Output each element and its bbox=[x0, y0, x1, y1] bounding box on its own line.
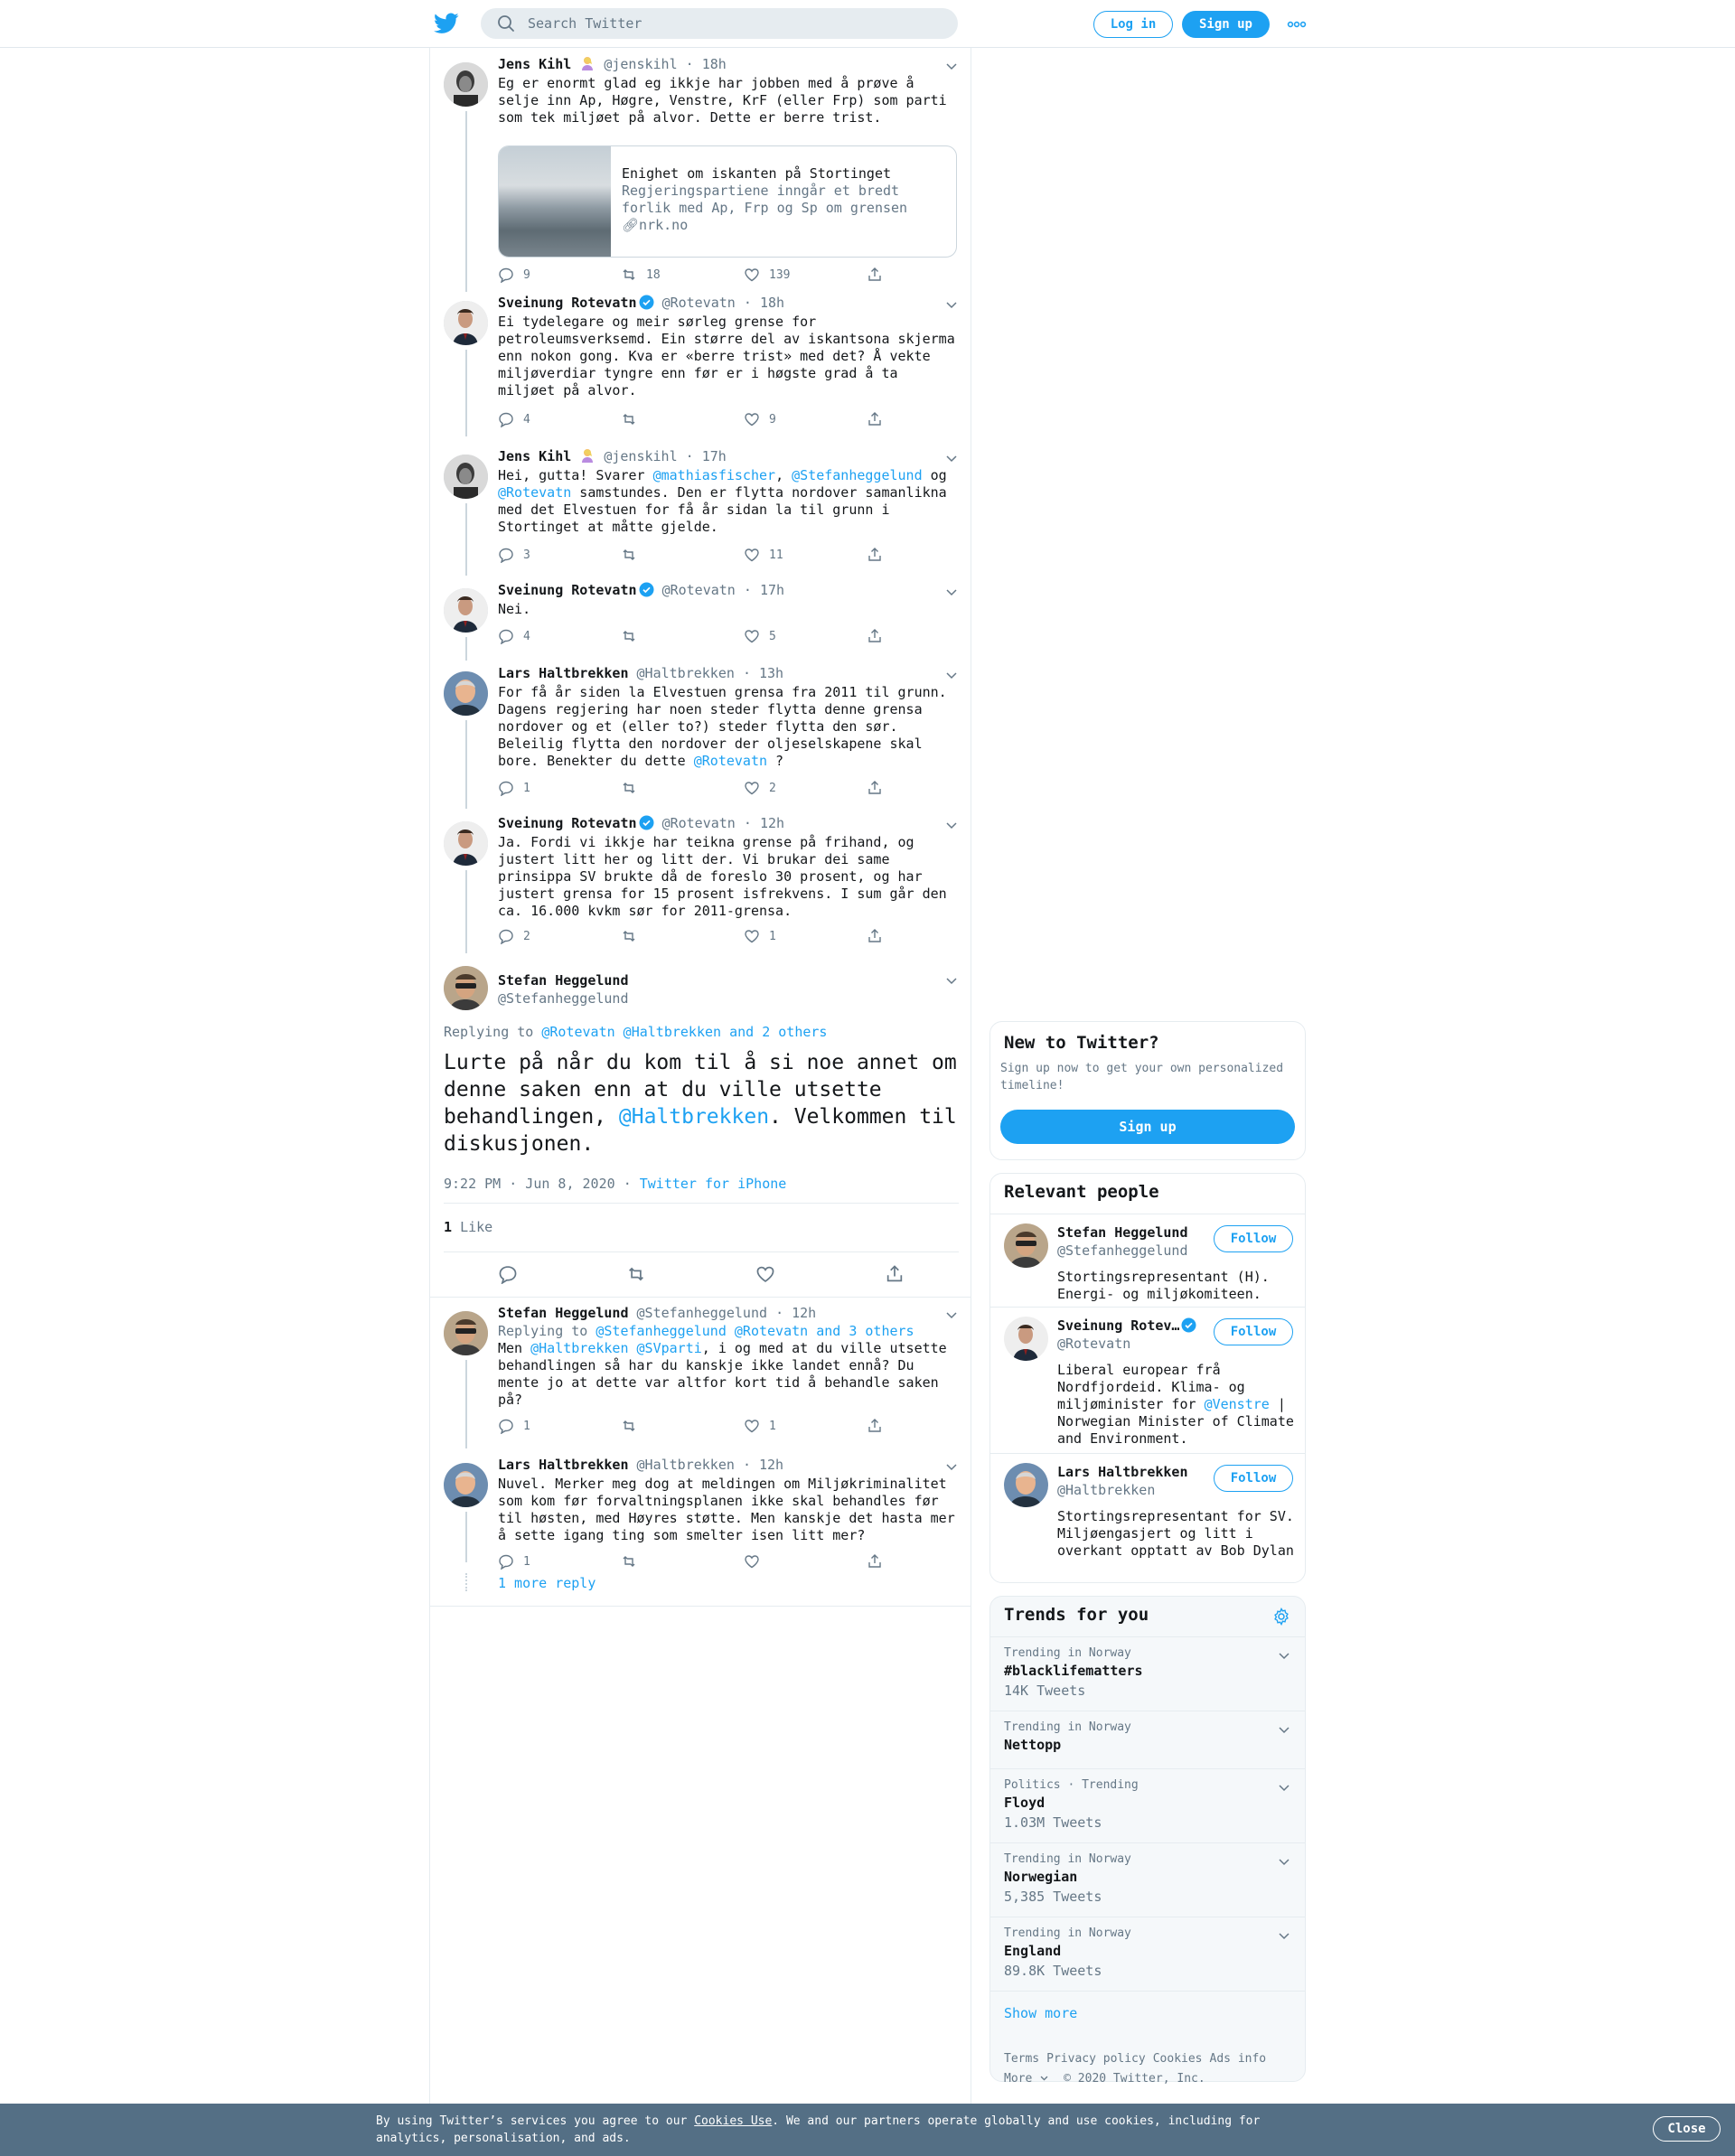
signup-button[interactable]: Sign up bbox=[1182, 11, 1270, 38]
author-name[interactable]: Lars Haltbrekken bbox=[498, 665, 629, 681]
divider bbox=[430, 1297, 971, 1298]
reply-icon[interactable] bbox=[498, 928, 514, 944]
cookie-banner bbox=[0, 2104, 1735, 2156]
search-icon bbox=[497, 14, 515, 33]
person-handle[interactable]: @Rotevatn bbox=[1057, 1336, 1131, 1352]
trend-context: Politics · Trending bbox=[1004, 1778, 1139, 1792]
tweet-actions bbox=[498, 1418, 896, 1434]
chevron-down-icon bbox=[1039, 2073, 1049, 2083]
reply-icon[interactable] bbox=[498, 1264, 518, 1284]
retweet-icon[interactable] bbox=[621, 628, 637, 644]
follow-button[interactable]: Follow bbox=[1214, 1318, 1293, 1345]
retweet-icon[interactable] bbox=[621, 1553, 637, 1570]
replying-to-link[interactable]: @Rotevatn @Haltbrekken and 2 others bbox=[541, 1024, 828, 1040]
avatar[interactable] bbox=[444, 966, 488, 1010]
tweet-timestamp[interactable]: 9:22 PM · Jun 8, 2020 bbox=[444, 1176, 615, 1192]
share-icon[interactable] bbox=[867, 1418, 883, 1434]
bio-segment: | Norwegian Minister of Climate and Environment. bbox=[1057, 1396, 1302, 1447]
thread-line bbox=[465, 350, 467, 436]
reply-icon[interactable] bbox=[498, 547, 514, 563]
sidebar-signup-button[interactable]: Sign up bbox=[1000, 1110, 1295, 1144]
footer-link-cookies[interactable]: Cookies bbox=[1152, 2052, 1203, 2066]
author-handle[interactable]: @Stefanheggelund bbox=[636, 1305, 768, 1321]
like-icon[interactable] bbox=[744, 411, 760, 427]
share-icon[interactable] bbox=[867, 928, 883, 944]
like-icon[interactable] bbox=[744, 267, 760, 283]
module-title: Relevant people bbox=[1004, 1182, 1159, 1202]
footer bbox=[1004, 2049, 1302, 2089]
retweet-icon[interactable] bbox=[621, 411, 637, 427]
chevron-down-icon[interactable] bbox=[944, 1459, 959, 1474]
tweet-time[interactable]: 18h bbox=[701, 56, 727, 72]
like-icon[interactable] bbox=[744, 1553, 760, 1570]
tweet-actions bbox=[498, 628, 896, 644]
text-segment bbox=[629, 1340, 637, 1356]
chevron-down-icon[interactable] bbox=[1277, 1722, 1291, 1737]
reply-count: 2 bbox=[523, 929, 530, 943]
reply-icon[interactable] bbox=[498, 411, 514, 427]
author-handle[interactable]: @Haltbrekken bbox=[636, 1457, 735, 1473]
avatar[interactable] bbox=[1004, 1463, 1048, 1507]
trend-item[interactable] bbox=[990, 1917, 1305, 1991]
avatar[interactable] bbox=[444, 821, 488, 866]
avatar[interactable] bbox=[444, 62, 488, 107]
like-count: 2 bbox=[769, 781, 776, 795]
mention-link[interactable]: @Rotevatn bbox=[498, 484, 572, 501]
like-count: 1 bbox=[769, 929, 776, 943]
link-card-description: Regjeringspartiene inngår et bredt forlik med Ap, Frp og Sp om grensen bbox=[622, 183, 908, 216]
show-more-link[interactable]: Show more bbox=[990, 1991, 1305, 2038]
avatar[interactable] bbox=[444, 588, 488, 633]
tweet-actions bbox=[498, 267, 896, 283]
retweet-icon[interactable] bbox=[621, 267, 637, 283]
text-segment: samstundes. Den er flytta nordover samanlikna med det Elvestuen for få år sidan la til grunn i Stortinget at måtte gjelde. bbox=[498, 484, 955, 535]
mention-link[interactable]: @Stefanheggelund bbox=[792, 467, 923, 483]
tweet-time[interactable]: 17h bbox=[701, 448, 727, 464]
mention-link[interactable]: @SVparti bbox=[636, 1340, 702, 1356]
module-subtitle: Sign up now to get your own personalized timeline! bbox=[1000, 1062, 1284, 1092]
reply-count: 3 bbox=[523, 548, 530, 562]
cookie-text: . We and our partners operate globally and use cookies, including for analytics, personalisation, and ads. bbox=[376, 2114, 1261, 2145]
tweet-source-link[interactable]: Twitter for iPhone bbox=[639, 1176, 787, 1192]
trend-name: England bbox=[1004, 1943, 1062, 1959]
chevron-down-icon[interactable] bbox=[1277, 1648, 1291, 1663]
focused-tweet-text bbox=[444, 1049, 959, 1158]
text-segment: For få år siden la Elvestuen grensa fra 2011 til grunn. Dagens regjering har noen steder flytta denne grensa nordover og et (eller to?) steder flytta den sør. Beleilig flytta den nordover der oljeselskapene skal bore. Benekter du dette bbox=[498, 684, 955, 769]
thread-line bbox=[465, 1512, 467, 1562]
tweet-text bbox=[498, 467, 959, 536]
retweet-icon[interactable] bbox=[621, 780, 637, 796]
avatar[interactable] bbox=[444, 671, 488, 716]
author-name[interactable]: Lars Haltbrekken bbox=[498, 1457, 629, 1473]
author-name[interactable]: Sveinung Rotevatn bbox=[498, 295, 637, 311]
divider bbox=[444, 1203, 959, 1204]
footer-link-terms[interactable]: Terms bbox=[1004, 2052, 1040, 2066]
reply-count: 9 bbox=[523, 267, 530, 282]
like-count: 5 bbox=[769, 629, 776, 643]
trend-count: 1.03M Tweets bbox=[1004, 1814, 1102, 1831]
focused-tweet bbox=[444, 966, 959, 1345]
tweet-actions bbox=[498, 547, 896, 563]
cookie-message bbox=[376, 2113, 1280, 2147]
author-name[interactable]: Sveinung Rotevatn bbox=[498, 815, 637, 831]
text-segment: og bbox=[922, 467, 955, 483]
chevron-down-icon[interactable] bbox=[1277, 1928, 1291, 1943]
avatar[interactable] bbox=[444, 1463, 488, 1507]
follow-button[interactable]: Follow bbox=[1214, 1465, 1293, 1492]
signup-module bbox=[989, 1021, 1306, 1160]
avatar[interactable] bbox=[1004, 1317, 1048, 1361]
footer-more-label: More bbox=[1004, 2072, 1033, 2086]
author-handle[interactable]: @Stefanheggelund bbox=[498, 990, 629, 1007]
reply-count: 1 bbox=[523, 1419, 530, 1433]
tweet-time[interactable]: 12h bbox=[792, 1305, 817, 1321]
link-icon: 🔗︎ bbox=[622, 217, 640, 233]
module-title: New to Twitter? bbox=[1004, 1033, 1159, 1053]
footer-link-privacy[interactable]: Privacy policy bbox=[1046, 2052, 1146, 2066]
avatar[interactable] bbox=[444, 301, 488, 345]
like-icon[interactable] bbox=[744, 1418, 760, 1434]
thread-line bbox=[465, 1360, 467, 1448]
person-name[interactable]: Sveinung Rotev… bbox=[1057, 1317, 1180, 1334]
replying-prefix: Replying to bbox=[444, 1024, 542, 1040]
retweet-icon[interactable] bbox=[621, 928, 637, 944]
likes-total: 1 bbox=[444, 1219, 453, 1235]
trend-name: Nettopp bbox=[1004, 1737, 1062, 1753]
replying-prefix: Replying to bbox=[498, 1323, 596, 1339]
like-icon[interactable] bbox=[744, 780, 760, 796]
like-count: 11 bbox=[769, 548, 783, 562]
chevron-down-icon[interactable] bbox=[1277, 1854, 1291, 1869]
tweet-actions bbox=[498, 411, 896, 427]
reply-tweet[interactable]: Lars Haltbrekken @Haltbrekken · 12h Nuvel. Merker meg dog at meldingen om Miljøkriminalitet som kom før forvaltningsplanen ikke skal behandles før til høsten, med Høyres støtte. Men kanskje det hasta mer å sette igang ting som smelter isen litt mer? 1 1 more reply bbox=[444, 1456, 959, 1591]
mention-link[interactable]: @Haltbrekken bbox=[530, 1340, 629, 1356]
thread-line bbox=[465, 720, 467, 809]
author-handle[interactable]: @Rotevatn bbox=[661, 295, 736, 311]
person-handle[interactable]: @Haltbrekken bbox=[1057, 1482, 1156, 1498]
replying-to-link[interactable]: @Stefanheggelund @Rotevatn and 3 others bbox=[596, 1323, 914, 1339]
thread-line bbox=[465, 870, 467, 953]
thread-line bbox=[465, 503, 467, 576]
trends-module bbox=[989, 1596, 1306, 2082]
more-options-icon[interactable] bbox=[1287, 16, 1307, 33]
chevron-down-icon[interactable] bbox=[944, 973, 959, 988]
author-name[interactable]: Sveinung Rotevatn bbox=[498, 582, 637, 598]
verified-badge-icon bbox=[1181, 1317, 1196, 1333]
thread-tweet[interactable]: Lars Haltbrekken @Haltbrekken · 13h For få år siden la Elvestuen grensa fra 2011 til grunn. Dagens regjering har noen steder flytta denne grensa nordover og et (eller to?) steder flytta den sør. Beleilig flytta den nordover der oljeselskapene skal bore. Benekter du dette @Rotevatn ? 1 2 bbox=[444, 664, 959, 807]
thread-line bbox=[465, 637, 467, 661]
share-icon[interactable] bbox=[867, 411, 883, 427]
trend-context: Trending in Norway bbox=[1004, 1852, 1131, 1866]
reply-count: 4 bbox=[523, 629, 530, 643]
tweet-actions bbox=[498, 1553, 896, 1570]
bio-segment: Liberal europear frå Nordfjordeid. Klima- og miljøminister for bbox=[1057, 1362, 1253, 1412]
author-handle[interactable]: @jenskihl bbox=[604, 56, 678, 72]
text-segment: Hei, gutta! Svarer bbox=[498, 467, 653, 483]
search-input[interactable] bbox=[528, 15, 925, 32]
twitter-logo-icon[interactable] bbox=[434, 12, 459, 35]
main-column bbox=[429, 48, 971, 2108]
follow-button[interactable]: Follow bbox=[1214, 1225, 1293, 1252]
tweet-text: Ja. Fordi vi ikkje har teikna grense på frihand, og justert litt her og litt der. Vi brukar dei same prinsippa SV brukte då de foreslo 30 prosent, og har justert grensa for 15 prosent isfrekvens. I sum går den ca. 16.000 kvkm sør for 2011-grensa. bbox=[498, 834, 955, 919]
reply-icon[interactable] bbox=[498, 780, 514, 796]
thread-tweet[interactable]: Sveinung Rotevatn @Rotevatn · 12h Ja. Fordi vi ikkje har teikna grense på frihand, og justert litt her og litt der. Vi brukar dei same prinsippa SV brukte då de foreslo 30 prosent, og har justert grensa for 15 prosent isfrekvens. I sum går den ca. 16.000 kvkm sør for 2011-grensa. 2 1 bbox=[444, 814, 959, 950]
trend-count: 89.8K Tweets bbox=[1004, 1963, 1102, 1979]
person-bio: Stortingsrepresentant (H). Energi- og miljøkomiteen. bbox=[1057, 1269, 1278, 1302]
trend-count: 5,385 Tweets bbox=[1004, 1889, 1102, 1905]
avatar[interactable] bbox=[444, 1311, 488, 1355]
trend-name: Floyd bbox=[1004, 1795, 1046, 1811]
module-title: Trends for you bbox=[1004, 1605, 1149, 1625]
reply-icon[interactable] bbox=[498, 628, 514, 644]
retweet-icon[interactable] bbox=[621, 547, 637, 563]
trend-context: Trending in Norway bbox=[1004, 1720, 1131, 1734]
trend-item[interactable] bbox=[990, 1636, 1305, 1711]
trend-context: Trending in Norway bbox=[1004, 1646, 1131, 1660]
share-icon[interactable] bbox=[867, 780, 883, 796]
relevant-person[interactable] bbox=[990, 1453, 1305, 1583]
avatar[interactable] bbox=[1004, 1223, 1048, 1268]
footer-more[interactable] bbox=[1004, 2072, 1049, 2086]
text-segment: . Velkommen til diskusjonen. bbox=[444, 1105, 957, 1156]
person-handle[interactable]: @Stefanheggelund bbox=[1057, 1242, 1188, 1259]
reply-count: 1 bbox=[523, 1554, 530, 1569]
like-icon[interactable] bbox=[744, 547, 760, 563]
tweet-time[interactable]: 12h bbox=[759, 815, 785, 831]
link-card-title: Enighet om iskanten på Stortinget bbox=[622, 165, 892, 182]
chevron-down-icon[interactable] bbox=[944, 59, 959, 73]
retweet-count: 18 bbox=[646, 267, 661, 282]
thread-tweet[interactable]: Jens Kihl @jenskihl · 17h Hei, gutta! Svarer @mathiasfischer, @Stefanheggelund og @Rotevatn samstundes. Den er flytta nordover samanlikna med det Elvestuen for få år sidan la til grunn i Stortinget at måtte gjelde. 3 11 bbox=[444, 447, 959, 574]
like-count: 9 bbox=[769, 412, 776, 427]
focused-tweet-actions bbox=[444, 1264, 959, 1286]
thread-tweet[interactable]: Sveinung Rotevatn @Rotevatn · 18h Ei tydelegare og meir sørleg grense for petroleumsverksemd. Ein større del av iskantsona skjerma enn nokon gong. Kva er «berre trist» med det? Å vekte miljøverdiar tyngre enn før er i høgste grad å ta miljøet på alvor. 4 9 bbox=[444, 294, 959, 436]
thread-tweet[interactable]: Sveinung Rotevatn @Rotevatn · 17h Nei. 4 5 bbox=[444, 581, 959, 659]
tweet-text bbox=[498, 1340, 959, 1409]
tweet-time[interactable]: 13h bbox=[759, 665, 784, 681]
trend-name: #blacklifematters bbox=[1004, 1663, 1143, 1679]
like-count: 139 bbox=[769, 267, 791, 282]
chevron-down-icon[interactable] bbox=[1277, 1780, 1291, 1795]
thread-tweet[interactable]: Jens Kihl @jenskihl · 18h Eg er enormt glad eg ikkje har jobben med å prøve å selje inn Ap, Høgre, Venstre, KrF (eller Frp) som parti som tek miljøet på alvor. Dette er berre trist. Enighet om iskanten på Stortinget Regjeringspartiene inngår et bredt forlik med Ap, Frp og Sp om grensen 🔗︎nrk.no 9 18 139 bbox=[444, 55, 959, 292]
cookie-close-button[interactable]: Close bbox=[1653, 2116, 1721, 2142]
tweet-text: Eg er enormt glad eg ikkje har jobben med å prøve å selje inn Ap, Høgre, Venstre, KrF (eller Frp) som parti som tek miljøet på alvor. Dette er berre trist. bbox=[498, 75, 955, 126]
likes-label: Like bbox=[460, 1219, 493, 1235]
tweet-meta bbox=[444, 1176, 786, 1192]
text-segment: , bbox=[775, 467, 792, 483]
tweet-time[interactable]: 17h bbox=[759, 582, 785, 598]
share-icon[interactable] bbox=[885, 1264, 905, 1284]
thread-line bbox=[465, 111, 467, 292]
reply-count: 4 bbox=[523, 412, 530, 427]
reply-tweet[interactable]: Stefan Heggelund @Stefanheggelund · 12h Replying to @Stefanheggelund @Rotevatn and 3 others Men @Haltbrekken @SVparti, i og med at du ville utsette behandlingen så har du kanskje ikke landet ennå? Du mente jo at dette var altfor kort tid å behandle saken på? 1 1 bbox=[444, 1304, 959, 1448]
footer-link-ads[interactable]: Ads info bbox=[1209, 2052, 1267, 2066]
link-card-domain: nrk.no bbox=[639, 217, 689, 233]
author-name[interactable]: Stefan Heggelund bbox=[498, 1305, 629, 1321]
tweet-actions bbox=[498, 780, 896, 796]
divider bbox=[430, 1606, 971, 1607]
retweet-icon[interactable] bbox=[626, 1264, 646, 1284]
top-bar bbox=[0, 0, 1735, 48]
tweet-text bbox=[498, 684, 959, 770]
text-segment: Men bbox=[498, 1340, 531, 1356]
author-handle[interactable]: @Rotevatn bbox=[661, 582, 736, 598]
chevron-down-icon[interactable] bbox=[944, 818, 959, 832]
relevant-person[interactable] bbox=[990, 1214, 1305, 1307]
more-replies-link[interactable]: 1 more reply bbox=[498, 1575, 596, 1591]
tweet-actions bbox=[498, 928, 896, 944]
trend-item[interactable] bbox=[990, 1768, 1305, 1842]
author-handle[interactable]: @Haltbrekken bbox=[636, 665, 735, 681]
chevron-down-icon[interactable] bbox=[944, 585, 959, 599]
divider bbox=[444, 1251, 959, 1252]
mention-link[interactable]: @mathiasfischer bbox=[652, 467, 776, 483]
tweet-text: Nei. bbox=[498, 601, 531, 617]
share-icon[interactable] bbox=[867, 628, 883, 644]
mention-link[interactable]: @Rotevatn bbox=[693, 753, 768, 769]
like-count: 1 bbox=[769, 1419, 776, 1433]
person-bio bbox=[1057, 1362, 1302, 1448]
verified-badge-icon bbox=[639, 582, 654, 597]
avatar[interactable] bbox=[444, 455, 488, 499]
like-icon[interactable] bbox=[755, 1264, 775, 1284]
mention-link[interactable]: @Haltbrekken bbox=[618, 1105, 770, 1129]
reply-icon[interactable] bbox=[498, 267, 514, 283]
text-segment: Lurte på når du kom til å si noe annet om denne saken enn at du ville utsette behandlingen, bbox=[444, 1051, 957, 1129]
copyright: © 2020 Twitter, Inc. bbox=[1064, 2072, 1205, 2086]
reply-icon[interactable] bbox=[498, 1553, 514, 1570]
cookie-text: By using Twitter’s services you agree to our bbox=[376, 2114, 695, 2128]
like-icon[interactable] bbox=[744, 628, 760, 644]
chevron-down-icon[interactable] bbox=[944, 1308, 959, 1322]
relevant-people-module bbox=[989, 1173, 1306, 1583]
author-name[interactable]: Stefan Heggelund bbox=[498, 972, 629, 989]
like-icon[interactable] bbox=[744, 928, 760, 944]
tweet-time[interactable]: 12h bbox=[759, 1457, 784, 1473]
replying-to bbox=[444, 1024, 827, 1040]
trend-item[interactable] bbox=[990, 1711, 1305, 1768]
person-bio: Stortingsrepresentant for SV. Miljøengasjert og litt i overkant opptatt av Bob Dylan bbox=[1057, 1508, 1302, 1559]
text-segment: ? bbox=[767, 753, 784, 769]
tweet-text: Ei tydelegare og meir sørleg grense for petroleumsverksemd. Ein større del av iskantsona skjerma enn nokon gong. Kva er «berre trist» med det? Å vekte miljøverdiar tyngre enn før er i høgste grad å ta miljøet på alvor. bbox=[498, 314, 963, 398]
trend-name: Norwegian bbox=[1004, 1869, 1078, 1885]
tweet-text: Nuvel. Merker meg dog at meldingen om Miljøkriminalitet som kom før forvaltningsplanen ikke skal behandles før til høsten, med Høyres støtte. Men kanskje det hasta mer å sette igang ting som smelter isen litt mer? bbox=[498, 1476, 963, 1543]
search-bar[interactable] bbox=[481, 8, 958, 39]
replying-to bbox=[498, 1322, 959, 1340]
login-button[interactable]: Log in bbox=[1093, 11, 1173, 38]
link-card[interactable] bbox=[498, 145, 957, 258]
relevant-person[interactable] bbox=[990, 1307, 1305, 1453]
settings-gear-icon[interactable] bbox=[1272, 1608, 1290, 1626]
emoji-icon bbox=[579, 55, 596, 71]
trend-context: Trending in Norway bbox=[1004, 1926, 1131, 1940]
text-segment: , i og med at du ville utsette behandlingen så har du kanskje ikke landet ennå? Du mente jo at dette var altfor kort tid å behandle saken på? bbox=[498, 1340, 955, 1408]
reply-count: 1 bbox=[523, 781, 530, 795]
reply-icon[interactable] bbox=[498, 1418, 514, 1434]
likes-summary[interactable] bbox=[444, 1219, 492, 1235]
author-handle[interactable]: @jenskihl bbox=[604, 448, 678, 464]
verified-badge-icon bbox=[639, 295, 654, 310]
trend-count: 14K Tweets bbox=[1004, 1683, 1086, 1699]
chevron-down-icon[interactable] bbox=[944, 297, 959, 312]
link-card-image bbox=[499, 146, 611, 258]
author-name[interactable]: Jens Kihl bbox=[498, 448, 572, 464]
person-name[interactable]: Stefan Heggelund bbox=[1057, 1224, 1188, 1241]
chevron-down-icon[interactable] bbox=[944, 451, 959, 465]
tweet-time[interactable]: 18h bbox=[759, 295, 785, 311]
meta-separator: · bbox=[623, 1176, 632, 1192]
mention-link[interactable]: @Venstre bbox=[1204, 1396, 1270, 1412]
share-icon[interactable] bbox=[867, 267, 883, 283]
author-name[interactable]: Jens Kihl bbox=[498, 56, 572, 72]
person-name[interactable]: Lars Haltbrekken bbox=[1057, 1464, 1188, 1480]
verified-badge-icon bbox=[639, 815, 654, 830]
emoji-icon bbox=[579, 447, 596, 464]
share-icon[interactable] bbox=[867, 1553, 883, 1570]
retweet-icon[interactable] bbox=[621, 1418, 637, 1434]
cookies-use-link[interactable]: Cookies Use bbox=[694, 2114, 773, 2128]
trend-item[interactable] bbox=[990, 1842, 1305, 1917]
author-handle[interactable]: @Rotevatn bbox=[661, 815, 736, 831]
share-icon[interactable] bbox=[867, 547, 883, 563]
thread-dots bbox=[465, 1573, 467, 1591]
chevron-down-icon[interactable] bbox=[944, 668, 959, 682]
